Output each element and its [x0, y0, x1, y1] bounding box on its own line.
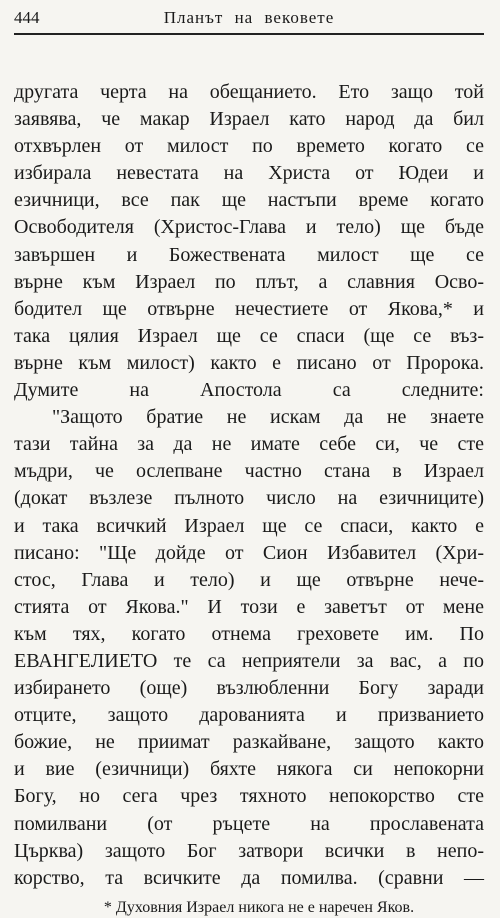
text-line: Освободителя (Христос-Глава и тело) ще бъде	[14, 216, 484, 239]
text-line: избирала невестата на Христа от Юдеи и	[14, 162, 484, 185]
text-line: стос, Глава и тело) и ще отвърне нече-	[14, 568, 484, 591]
text-line: божие, не приимат разкайване, защото както	[14, 731, 484, 754]
text-line: писано: "Ще дойде от Сион Избавител (Хри-	[14, 541, 484, 564]
page-number: 444	[14, 8, 40, 27]
text-line: отците, защото дарованията и призванието	[14, 704, 484, 727]
text-line: (докат възлезе пълното число на езичниците)	[14, 487, 484, 510]
text-line: заявява, че макар Израел като народ да бил	[14, 108, 484, 131]
text-line: върне към Израел по плът, а славния Осво-	[14, 270, 484, 293]
text-line: стията от Якова." И този е заветът от мене	[14, 595, 484, 618]
text-line: към тях, когато отнема греховете им. По	[14, 622, 484, 645]
text-line: и така всичкий Израел ще се спаси, както е	[14, 514, 484, 537]
book-title: Планът на вековете	[163, 8, 335, 27]
text-line: ЕВАНГЕЛИЕТО те са неприятели за вас, а по	[14, 649, 484, 672]
body-text	[14, 79, 484, 892]
header-rule	[14, 33, 484, 35]
footnote: * Духовния Израел никога не е наречен Яков.	[103, 898, 415, 916]
text-line: Църква) защото Бог затвори всички в непо-	[14, 839, 484, 862]
text-line: и вие (езичници) бяхте някога си непокорни	[14, 758, 484, 781]
text-line: бодител ще отвърне нечестиете от Якова,* и	[14, 297, 484, 320]
text-line: мъдри, че ослепване частно стана в Израел	[14, 460, 484, 483]
text-line: другата черта на обещанието. Ето защо той	[14, 81, 484, 103]
text-line: Думите на Апостола са следните:	[14, 379, 484, 402]
text-line: "Защото братие не искам да не знаете	[52, 406, 484, 429]
text-line: завършен и Божествената милост ще се	[14, 243, 484, 266]
text-line: езичници, все пак ще настъпи време когато	[14, 189, 484, 212]
text-line: избирането (още) възлюбленни Богу заради	[14, 677, 484, 700]
running-head	[14, 6, 484, 30]
text-line: така цялия Израел ще се спаси (ще се въз-	[14, 324, 484, 347]
text-line: корство, та всичките да помилва. (сравни —	[14, 866, 484, 889]
text-line: тази тайна за да не имате себе си, че сте	[14, 433, 484, 456]
text-line: върне към милост) както е писано от Пророка.	[14, 351, 484, 374]
text-line: помилвани (от ръцете на прославената	[14, 812, 484, 835]
text-line: Богу, но сега чрез тяхното непокорство сте	[14, 785, 484, 808]
text-line: отхвърлен от милост по времето когато се	[14, 135, 484, 158]
